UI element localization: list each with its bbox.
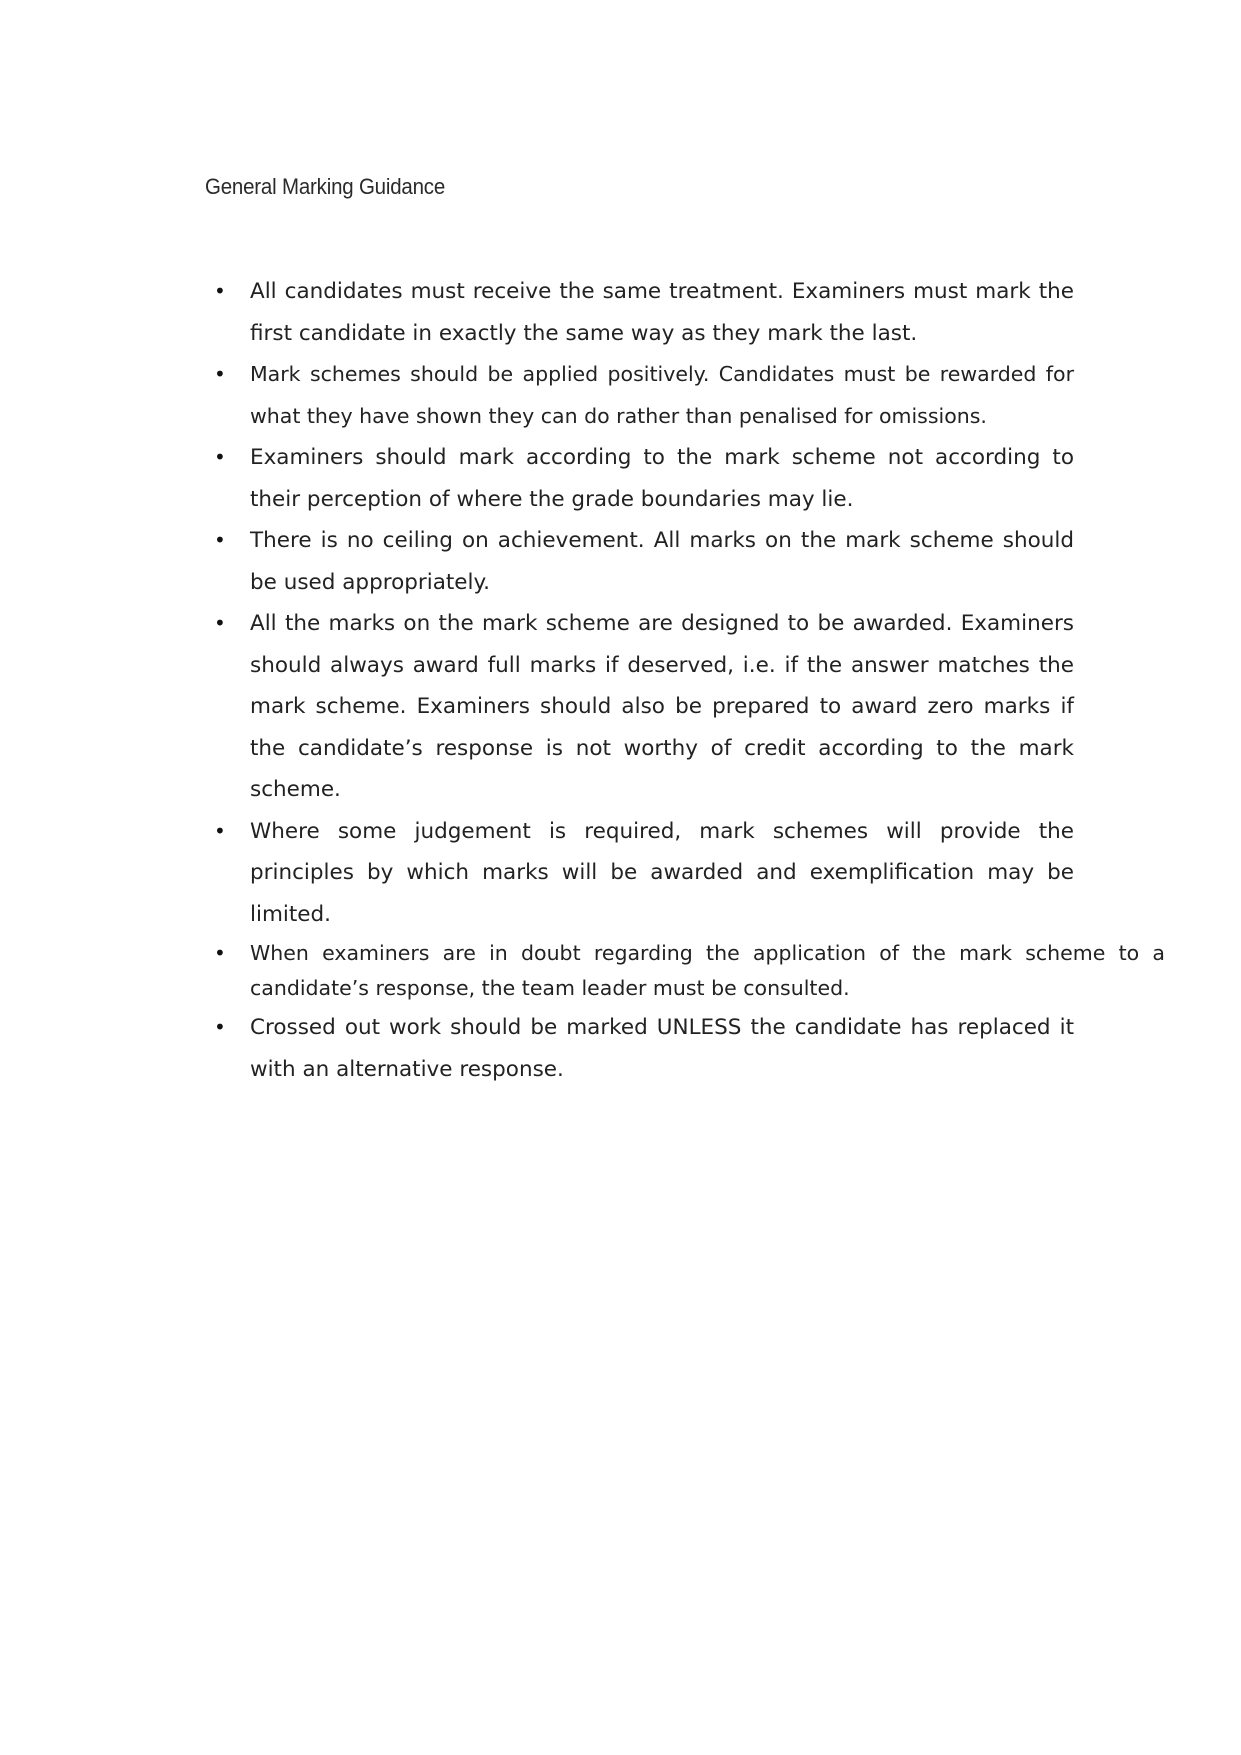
list-item-text: There is no ceiling on achievement. All marks on the mark scheme should be used appropriately. (250, 528, 1074, 595)
bullet-icon: • (214, 362, 226, 386)
list-item-text: When examiners are in doubt regarding the application of the mark scheme to a candidate’s response, the team leader must be consulted. (250, 941, 1165, 1000)
bullet-icon: • (214, 445, 226, 469)
list-item (214, 1007, 1074, 1090)
bullet-icon: • (214, 279, 226, 303)
guidance-list (214, 271, 1165, 1090)
page-title: General Marking Guidance (205, 174, 446, 199)
list-item (214, 520, 1074, 603)
bullet-icon: • (214, 611, 226, 635)
list-item-text: Examiners should mark according to the mark scheme not according to their perception of where the grade boundaries may lie. (250, 445, 1074, 512)
bullet-icon: • (214, 818, 226, 843)
list-item-text: All candidates must receive the same treatment. Examiners must mark the first candidate in exactly the same way as they mark the last. (250, 279, 1074, 346)
list-item (214, 354, 1074, 437)
list-item-text: Mark schemes should be applied positively. Candidates must be rewarded for what they have shown they can do rather than penalised for omissions. (250, 362, 1074, 428)
bullet-icon: • (214, 1015, 226, 1039)
list-item-text: Where some judgement is required, mark schemes will provide the principles by which marks will be awarded and exemplification may be limited. (250, 818, 1074, 927)
list-item-text: Crossed out work should be marked UNLESS the candidate has replaced it with an alternative response. (250, 1015, 1074, 1082)
list-item (214, 603, 1074, 811)
list-item (214, 437, 1074, 520)
list-item (214, 271, 1074, 354)
list-item (214, 936, 1165, 1006)
bullet-icon: • (214, 528, 226, 552)
list-item (214, 811, 1074, 936)
bullet-icon: • (214, 941, 226, 965)
list-item-text: All the marks on the mark scheme are designed to be awarded. Examiners should always award full marks if deserved, i.e. if the answer matches the mark scheme. Examiners should also be prepared to award zero marks if the candidate’s response is not worthy of credit according to the mark scheme. (250, 611, 1074, 802)
